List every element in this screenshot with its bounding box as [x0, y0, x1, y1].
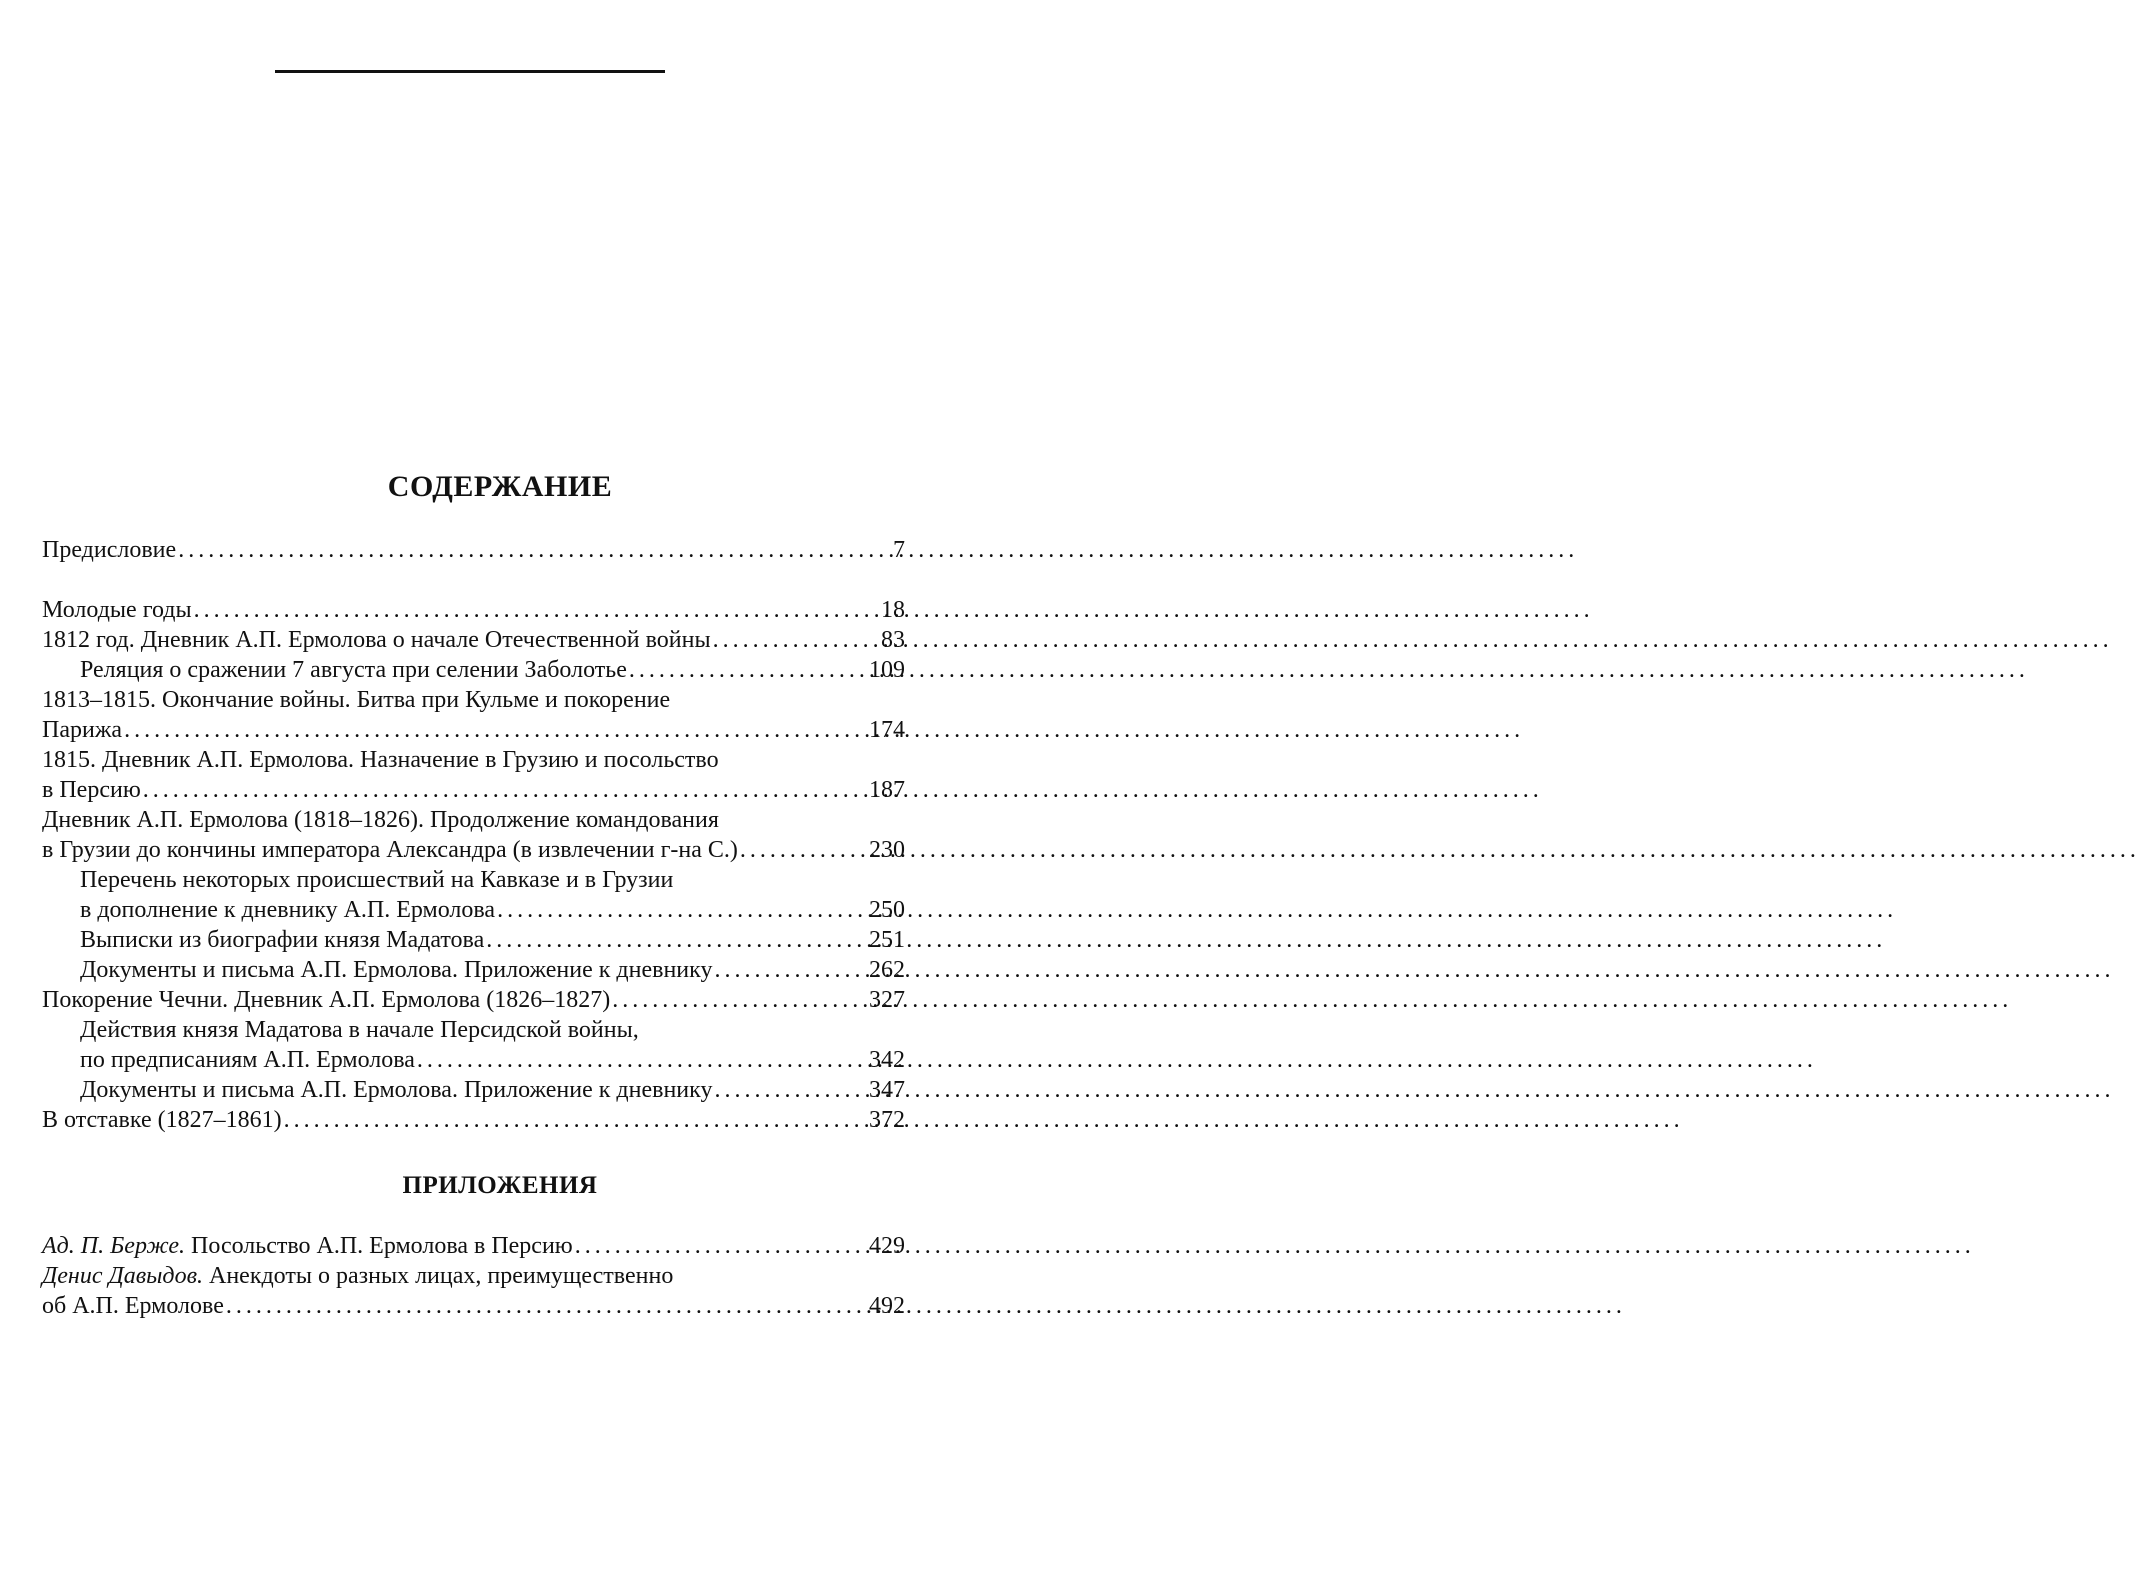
appendix-author: Денис Давыдов. — [42, 1263, 203, 1289]
appendix-title-cont: об А.П. Ермолове — [42, 1293, 224, 1319]
toc-entry-page: 7 — [893, 537, 905, 563]
toc-entry-page: 83 — [881, 627, 905, 653]
appendix-entry[interactable] — [42, 1231, 905, 1261]
toc-entry-page: 251 — [869, 927, 905, 953]
toc-entry-page: 250 — [869, 897, 905, 923]
appendix-entry[interactable] — [42, 1261, 905, 1321]
dot-leader — [194, 595, 879, 625]
toc-entry-title-line: 1815. Дневник А.П. Ермолова. Назначение в Грузию и посольство — [42, 747, 719, 773]
appendix-title: Посольство А.П. Ермолова в Персию — [191, 1233, 573, 1259]
toc-entry-title: Документы и письма А.П. Ермолова. Приложение к дневнику — [80, 957, 713, 983]
table-of-contents — [42, 535, 905, 1135]
dot-leader — [612, 985, 867, 1015]
dot-leader — [417, 1045, 867, 1075]
appendix-title: Анекдоты о разных лицах, преимущественно — [208, 1263, 674, 1289]
toc-entry-title: по предписаниям А.П. Ермолова — [80, 1047, 415, 1073]
toc-subentry[interactable] — [42, 1075, 905, 1105]
toc-entry-title: Предисловие — [42, 537, 177, 563]
toc-entry[interactable] — [42, 535, 905, 565]
appendix-page: 492 — [869, 1293, 905, 1319]
dot-leader — [714, 1075, 867, 1105]
toc-entry-title-line: 1813–1815. Окончание войны. Битва при Кульме и покорение — [42, 687, 671, 713]
toc-entry-page: 109 — [869, 657, 905, 683]
toc-entry-title: в дополнение к дневнику А.П. Ермолова — [80, 897, 496, 923]
toc-entry[interactable] — [42, 985, 905, 1015]
dot-leader — [226, 1291, 867, 1321]
toc-entry[interactable] — [42, 625, 905, 655]
toc-subentry[interactable] — [42, 925, 905, 955]
toc-entry-page: 372 — [869, 1107, 905, 1133]
toc-entry-page: 174 — [869, 717, 905, 743]
toc-entry-title: В отставке (1827–1861) — [42, 1107, 282, 1133]
toc-entry-page: 18 — [881, 597, 905, 623]
toc-entry[interactable] — [42, 685, 905, 745]
toc-entry-title-line: Дневник А.П. Ермолова (1818–1826). Продолжение командования — [42, 807, 719, 833]
dot-leader — [143, 775, 867, 805]
dot-leader — [124, 715, 867, 745]
toc-entry[interactable] — [42, 805, 905, 865]
toc-entry-title: Документы и письма А.П. Ермолова. Приложение к дневнику — [80, 1077, 713, 1103]
toc-entry[interactable] — [42, 595, 905, 625]
toc-entry-title: Парижа — [42, 717, 123, 743]
dot-leader — [497, 895, 867, 925]
appendix-contents — [42, 1231, 905, 1321]
appendix-heading: ПРИЛОЖЕНИЯ — [402, 1172, 598, 1199]
toc-entry-page: 262 — [869, 957, 905, 983]
toc-entry-title: Выписки из биографии князя Мадатова — [80, 927, 485, 953]
appendix-author: Ад. П. Берже. — [42, 1233, 186, 1259]
toc-entry-title-line: Перечень некоторых происшествий на Кавказе и в Грузии — [80, 867, 674, 893]
toc-entry-page: 342 — [869, 1047, 905, 1073]
toc-subentry[interactable] — [42, 955, 905, 985]
toc-entry[interactable] — [42, 1105, 905, 1135]
toc-subentry[interactable] — [42, 865, 905, 925]
contents-heading: СОДЕРЖАНИЕ — [387, 470, 613, 503]
dot-leader — [629, 655, 867, 685]
toc-entry[interactable] — [42, 745, 905, 805]
dot-leader — [486, 925, 867, 955]
appendix-page: 429 — [869, 1233, 905, 1259]
toc-entry-title: Покорение Чечни. Дневник А.П. Ермолова (1826–1827) — [42, 987, 611, 1013]
toc-entry-page: 230 — [869, 837, 905, 863]
dot-leader — [714, 955, 867, 985]
toc-subentry[interactable] — [42, 655, 905, 685]
dot-leader — [740, 835, 867, 865]
toc-entry-page: 347 — [869, 1077, 905, 1103]
dot-leader — [713, 625, 879, 655]
toc-entry-title: в Персию — [42, 777, 141, 803]
toc-entry-title: 1812 год. Дневник А.П. Ермолова о начале Отечественной войны — [42, 627, 711, 653]
dot-leader — [575, 1231, 867, 1261]
toc-entry-title: Реляция о сражении 7 августа при селении Заболотье — [80, 657, 627, 683]
toc-subentry[interactable] — [42, 1015, 905, 1075]
toc-entry-title-line: Действия князя Мадатова в начале Персидской войны, — [80, 1017, 639, 1043]
toc-entry-title: Молодые годы — [42, 597, 192, 623]
toc-entry-page: 327 — [869, 987, 905, 1013]
toc-entry-title: в Грузии до кончины императора Александра (в извлечении г-на С.) — [42, 837, 738, 863]
top-rule — [275, 70, 665, 73]
toc-entry-page: 187 — [869, 777, 905, 803]
dot-leader — [284, 1105, 867, 1135]
dot-leader — [178, 535, 891, 565]
